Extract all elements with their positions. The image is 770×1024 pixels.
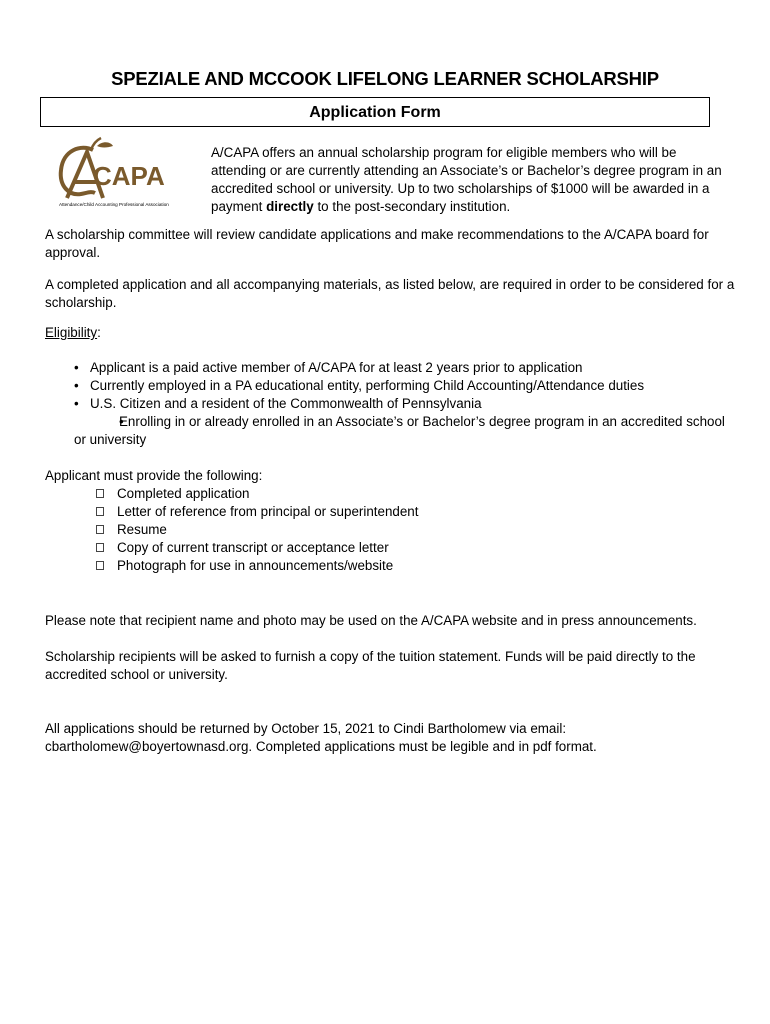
form-heading-box bbox=[40, 97, 710, 127]
note-paragraph: Please note that recipient name and photo may be used on the A/CAPA website and in press announcements. bbox=[45, 613, 697, 628]
eligibility-list bbox=[45, 359, 735, 449]
requirement-item: Resume bbox=[45, 521, 735, 539]
checkbox-icon bbox=[96, 525, 104, 534]
eligibility-label: Eligibility bbox=[45, 325, 98, 340]
form-heading: Application Form bbox=[309, 104, 441, 121]
requirements-heading: Applicant must provide the following: bbox=[45, 468, 263, 483]
logo-text: CAPA bbox=[93, 161, 165, 191]
requirement-item: Letter of reference from principal or superintendent bbox=[45, 503, 735, 521]
eligibility-item: • Enrolling in or already enrolled in an Associate’s or Bachelor’s degree program in an accredited school or university bbox=[45, 413, 735, 449]
acapa-logo bbox=[53, 136, 193, 212]
eligibility-item: • U.S. Citizen and a resident of the Commonwealth of Pennsylvania bbox=[45, 395, 735, 413]
checkbox-icon bbox=[96, 543, 104, 552]
intro-paragraph: A/CAPA offers an annual scholarship program for eligible members who will be attending or are currently attending an Associate’s or Bachelor’s degree program in an accredited school or university. Up to two scholarships of $1000 will be awarded in a payment directly to the post-secondary institution. bbox=[211, 145, 722, 214]
requirement-item: Photograph for use in announcements/website bbox=[45, 557, 735, 575]
completed-paragraph: A completed application and all accompanying materials, as listed below, are required in order to be considered for a scholarship. bbox=[45, 277, 735, 310]
intro-bold: directly bbox=[266, 199, 314, 214]
eligibility-item: • Currently employed in a PA educational entity, performing Child Accounting/Attendance duties bbox=[45, 377, 735, 395]
eligibility-item: • Applicant is a paid active member of A/CAPA for at least 2 years prior to application bbox=[45, 359, 735, 377]
page-title: SPEZIALE AND MCCOOK LIFELONG LEARNER SCHOLARSHIP bbox=[111, 68, 659, 89]
committee-paragraph: A scholarship committee will review candidate applications and make recommendations to the A/CAPA board for approval. bbox=[45, 227, 709, 260]
requirements-list bbox=[45, 485, 735, 575]
tuition-paragraph: Scholarship recipients will be asked to furnish a copy of the tuition statement. Funds will be paid directly to the accredited school or university. bbox=[45, 649, 696, 682]
checkbox-icon bbox=[96, 561, 104, 570]
checkbox-icon bbox=[96, 489, 104, 498]
return-paragraph: All applications should be returned by October 15, 2021 to Cindi Bartholomew via email: cbartholomew@boyertownasd.org. Completed applications must be legible and in pdf format. bbox=[45, 721, 597, 754]
logo-tagline: Attendance/Child Accounting Professional Association bbox=[59, 202, 169, 207]
checkbox-icon bbox=[96, 507, 104, 516]
requirement-item: Completed application bbox=[45, 485, 735, 503]
requirement-item: Copy of current transcript or acceptance letter bbox=[45, 539, 735, 557]
eligibility-heading: Eligibility: bbox=[45, 325, 101, 340]
